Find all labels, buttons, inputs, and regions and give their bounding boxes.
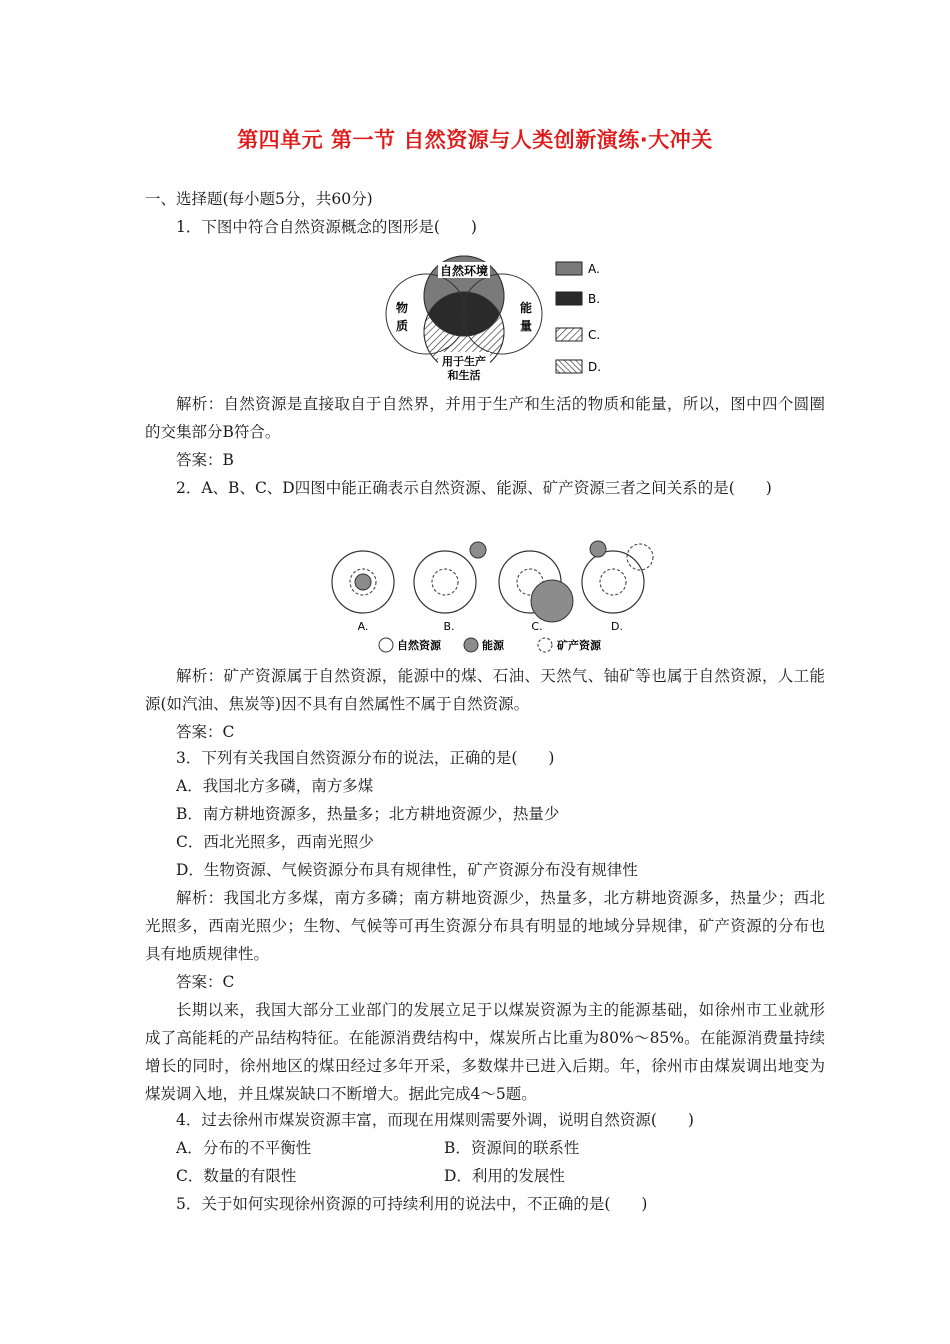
panel-label-b: B. [443,620,455,633]
venn-diagram-figure [378,248,628,388]
question-1-analysis: 解析：自然资源是直接取自于自然界，并用于生产和生活的物质和能量，所以，图中四个圆圈的交集部分B符合。 [145,395,825,441]
legend-label-b: B. [588,292,601,306]
legend-swatch-c [556,328,582,341]
circle-label-bottom-2: 和生活 [447,369,481,382]
question-2-stem: 2．A、B、C、D四图中能正确表示自然资源、能源、矿产资源三者之间关系的是( ) [176,479,772,497]
question-3-answer: 答案：C [176,973,235,991]
question-3-option-c: C．西北光照多，西南光照少 [176,833,374,851]
question-3-analysis: 解析：我国北方多煤，南方多磷；南方耕地资源少，热量多，北方耕地资源多，热量少；西北光照多，西南光照少；生物、气候等可再生资源分布具有明显的地域分异规律，矿产资源的分布也具有地质规律性。 [145,889,825,963]
legend-mineral-resources: 矿产资源 [557,639,601,652]
legend-swatch-b [556,292,582,305]
page-title: 第四单元 第一节 自然资源与人类创新演练·大冲关 [237,128,713,152]
legend-natural-resources: 自然资源 [397,639,441,652]
section-heading: 一、选择题(每小题5分，共60分) [145,190,373,208]
material-passage: 长期以来，我国大部分工业部门的发展立足于以煤炭资源为主的能源基础，如徐州市工业就形成了高能耗的产品结构特征。在能源消费结构中，煤炭所占比重为80%～85%。在能源消费量持续增长的同时，徐州地区的煤田经过多年开采，多数煤井已进入后期。年，徐州市由煤炭调出地变为煤炭调入地，并且煤炭缺口不断增大。据此完成4～5题。 [145,1001,825,1103]
question-1-stem: 1．下图中符合自然资源概念的图形是( ) [176,218,477,236]
resource-relationship-figure [325,538,655,658]
legend-energy: 能源 [482,639,504,652]
question-4-option-c: C．数量的有限性 [176,1167,297,1185]
panel-label-c: C. [531,620,543,633]
question-3-option-b: B．南方耕地资源多，热量多；北方耕地资源少，热量少 [176,805,560,823]
circle-label-top: 自然环境 [439,264,489,278]
question-5-stem: 5．关于如何实现徐州资源的可持续利用的说法中，不正确的是( ) [176,1195,648,1213]
legend-label-c: C. [588,328,601,342]
circle-label-bottom-1: 用于生产 [442,355,486,368]
legend-label-d: D. [588,360,602,374]
question-4-option-a: A．分布的不平衡性 [176,1139,312,1157]
question-3-option-a: A．我国北方多磷，南方多煤 [176,777,374,795]
question-4-option-b: B．资源间的联系性 [444,1139,580,1157]
legend-swatch-d [556,360,582,373]
question-2-analysis: 解析：矿产资源属于自然资源，能源中的煤、石油、天然气、铀矿等也属于自然资源，人工能源(如汽油、焦炭等)因不具有自然属性不属于自然资源。 [145,667,825,713]
question-3-stem: 3．下列有关我国自然资源分布的说法，正确的是( ) [176,749,555,767]
legend-swatch-a [556,262,582,275]
question-4-option-d: D．利用的发展性 [444,1167,565,1185]
question-1-answer: 答案：B [176,451,234,469]
question-4-stem: 4．过去徐州市煤炭资源丰富，而现在用煤则需要外调，说明自然资源( ) [176,1111,694,1129]
circle-label-left-1: 物 [395,301,409,315]
circle-label-right-1: 能 [519,301,533,315]
panel-label-d: D. [611,620,623,633]
panel-label-a: A. [357,620,369,633]
question-2-answer: 答案：C [176,723,235,741]
circle-label-left-2: 质 [395,319,409,333]
question-3-option-d: D．生物资源、气候资源分布具有规律性，矿产资源分布没有规律性 [176,861,638,879]
legend-label-a: A. [588,262,600,276]
circle-label-right-2: 量 [519,319,533,333]
